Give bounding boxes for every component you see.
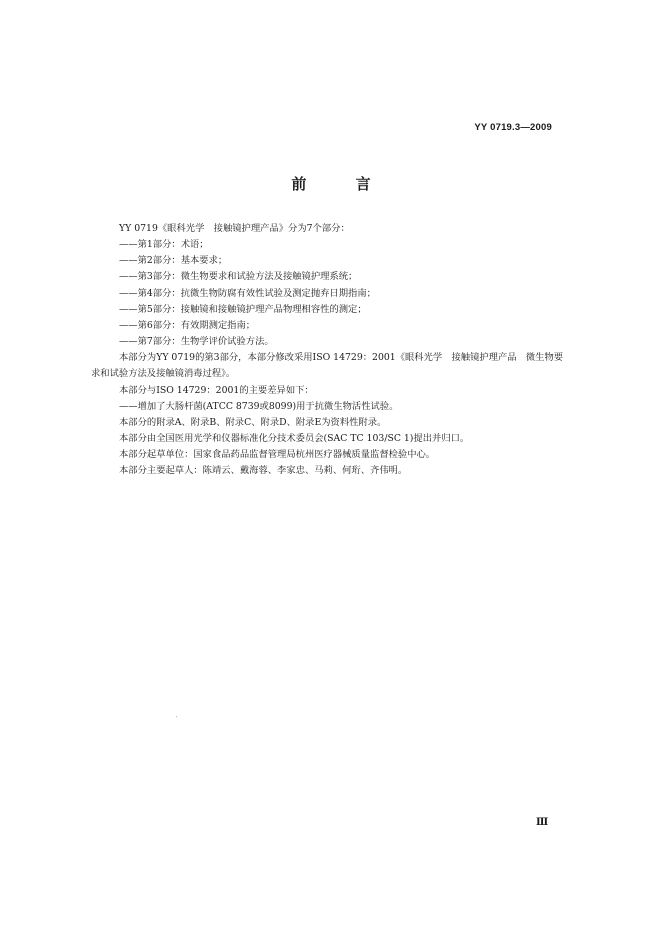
page-number: Ⅲ <box>536 817 549 828</box>
difference-item-1: ——增加了大肠杆菌(ATCC 8739或8099)用于抗微生物活性试验。 <box>119 400 399 412</box>
part-item-1: ——第1部分：术语； <box>119 239 209 251</box>
appendix-paragraph: 本部分的附录A、附录B、附录C、附录D、附录E为资料性附录。 <box>119 416 387 428</box>
adoption-paragraph: 本部分为YY 0719的第3部分，本部分修改采用ISO 14729：2001《眼科光学 接触镜护理产品 微生物要求和试验方法及接触镜消毒过程》。 <box>91 352 564 380</box>
scan-speck <box>176 716 177 717</box>
part-item-3: ——第3部分：微生物要求和试验方法及接触镜护理系统； <box>119 271 358 283</box>
part-item-5: ——第5部分：接触镜和接触镜护理产品物理相容性的测定； <box>119 303 367 315</box>
part-item-6: ——第6部分：有效期测定指南； <box>119 319 256 331</box>
intro-paragraph: YY 0719《眼科光学 接触镜护理产品》分为7个部分： <box>119 223 350 234</box>
drafting-unit-paragraph: 本部分起草单位：国家食品药品监督管理局杭州医疗器械质量监督检验中心。 <box>119 449 436 461</box>
foreword-body <box>91 221 565 480</box>
standard-code: YY 0719.3—2009 <box>474 122 552 133</box>
part-item-7: ——第7部分：生物学评价试验方法。 <box>119 336 274 348</box>
differences-heading: 本部分与ISO 14729：2001的主要差异如下： <box>119 384 314 396</box>
part-item-2: ——第2部分：基本要求； <box>119 255 228 267</box>
drafters-paragraph: 本部分主要起草人：陈靖云、戴海蓉、李家忠、马莉、何珩、齐伟明。 <box>119 465 408 477</box>
part-item-4: ——第4部分：抗微生物防腐有效性试验及测定抛弃日期指南； <box>119 287 376 299</box>
page-title: 前 言 <box>291 175 393 193</box>
proposer-paragraph: 本部分由全国医用光学和仪器标准化分技术委员会(SAC TC 103/SC 1)提出并归口。 <box>119 433 470 445</box>
